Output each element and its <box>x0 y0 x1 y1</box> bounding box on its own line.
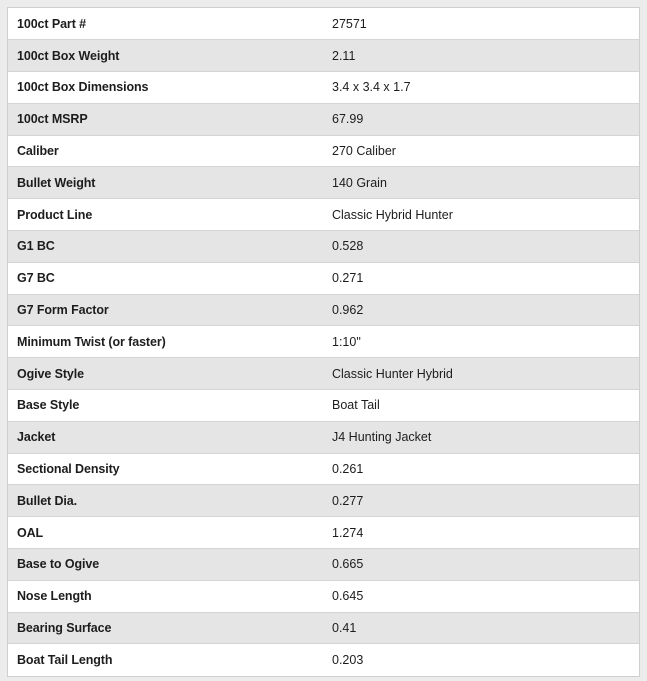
spec-label: Ogive Style <box>8 358 323 390</box>
spec-label: Boat Tail Length <box>8 644 323 676</box>
table-row <box>8 167 639 199</box>
spec-label: Bullet Dia. <box>8 485 323 517</box>
spec-label: Caliber <box>8 135 323 167</box>
spec-label: Base Style <box>8 390 323 422</box>
spec-label: 100ct Part # <box>17 16 86 31</box>
table-row <box>8 421 639 453</box>
spec-value: 270 Caliber <box>323 135 639 167</box>
table-row <box>8 103 639 135</box>
spec-label: Sectional Density <box>8 453 323 485</box>
spec-label: Bearing Surface <box>8 612 323 644</box>
table-row <box>8 231 639 263</box>
spec-value: 0.41 <box>323 612 639 644</box>
spec-value: 2.11 <box>323 40 639 72</box>
spec-label: 100ct Box Weight <box>8 40 323 72</box>
spec-value: 67.99 <box>323 103 639 135</box>
table-row <box>8 358 639 390</box>
spec-value: 0.645 <box>323 580 639 612</box>
spec-value: 1.274 <box>323 517 639 549</box>
table-row <box>8 135 639 167</box>
table-row <box>8 390 639 422</box>
spec-label: Jacket <box>8 421 323 453</box>
spec-label: Bullet Weight <box>8 167 323 199</box>
spec-value: 27571 <box>332 16 367 31</box>
spec-label: 100ct Box Dimensions <box>8 72 323 104</box>
spec-label: Product Line <box>8 199 323 231</box>
spec-label: Base to Ogive <box>8 549 323 581</box>
table-row <box>8 8 639 40</box>
spec-value: 0.277 <box>323 485 639 517</box>
table-row <box>8 485 639 517</box>
spec-table <box>8 8 639 676</box>
table-row <box>8 199 639 231</box>
spec-label: 100ct MSRP <box>8 103 323 135</box>
spec-value: 0.528 <box>323 231 639 263</box>
spec-value: 1:10" <box>323 326 639 358</box>
spec-label: G7 BC <box>8 262 323 294</box>
spec-value: 0.665 <box>323 549 639 581</box>
spec-label: G7 Form Factor <box>8 294 323 326</box>
spec-value: 0.203 <box>323 644 639 676</box>
table-row <box>8 326 639 358</box>
spec-value: Classic Hybrid Hunter <box>323 199 639 231</box>
spec-label: Minimum Twist (or faster) <box>8 326 323 358</box>
spec-value: Classic Hunter Hybrid <box>323 358 639 390</box>
table-row <box>8 644 639 676</box>
spec-value: 0.962 <box>323 294 639 326</box>
table-row <box>8 517 639 549</box>
table-row <box>8 580 639 612</box>
spec-value: 0.271 <box>323 262 639 294</box>
spec-label: OAL <box>8 517 323 549</box>
table-row <box>8 549 639 581</box>
spec-value: J4 Hunting Jacket <box>323 421 639 453</box>
spec-value: 140 Grain <box>323 167 639 199</box>
spec-value: 0.261 <box>323 453 639 485</box>
table-row <box>8 612 639 644</box>
table-row <box>8 72 639 104</box>
spec-label: Nose Length <box>8 580 323 612</box>
table-row <box>8 40 639 72</box>
spec-value: Boat Tail <box>323 390 639 422</box>
spec-label: G1 BC <box>8 231 323 263</box>
table-row <box>8 294 639 326</box>
table-row <box>8 262 639 294</box>
table-row <box>8 453 639 485</box>
spec-value: 3.4 x 3.4 x 1.7 <box>323 72 639 104</box>
spec-table-container <box>7 7 640 677</box>
